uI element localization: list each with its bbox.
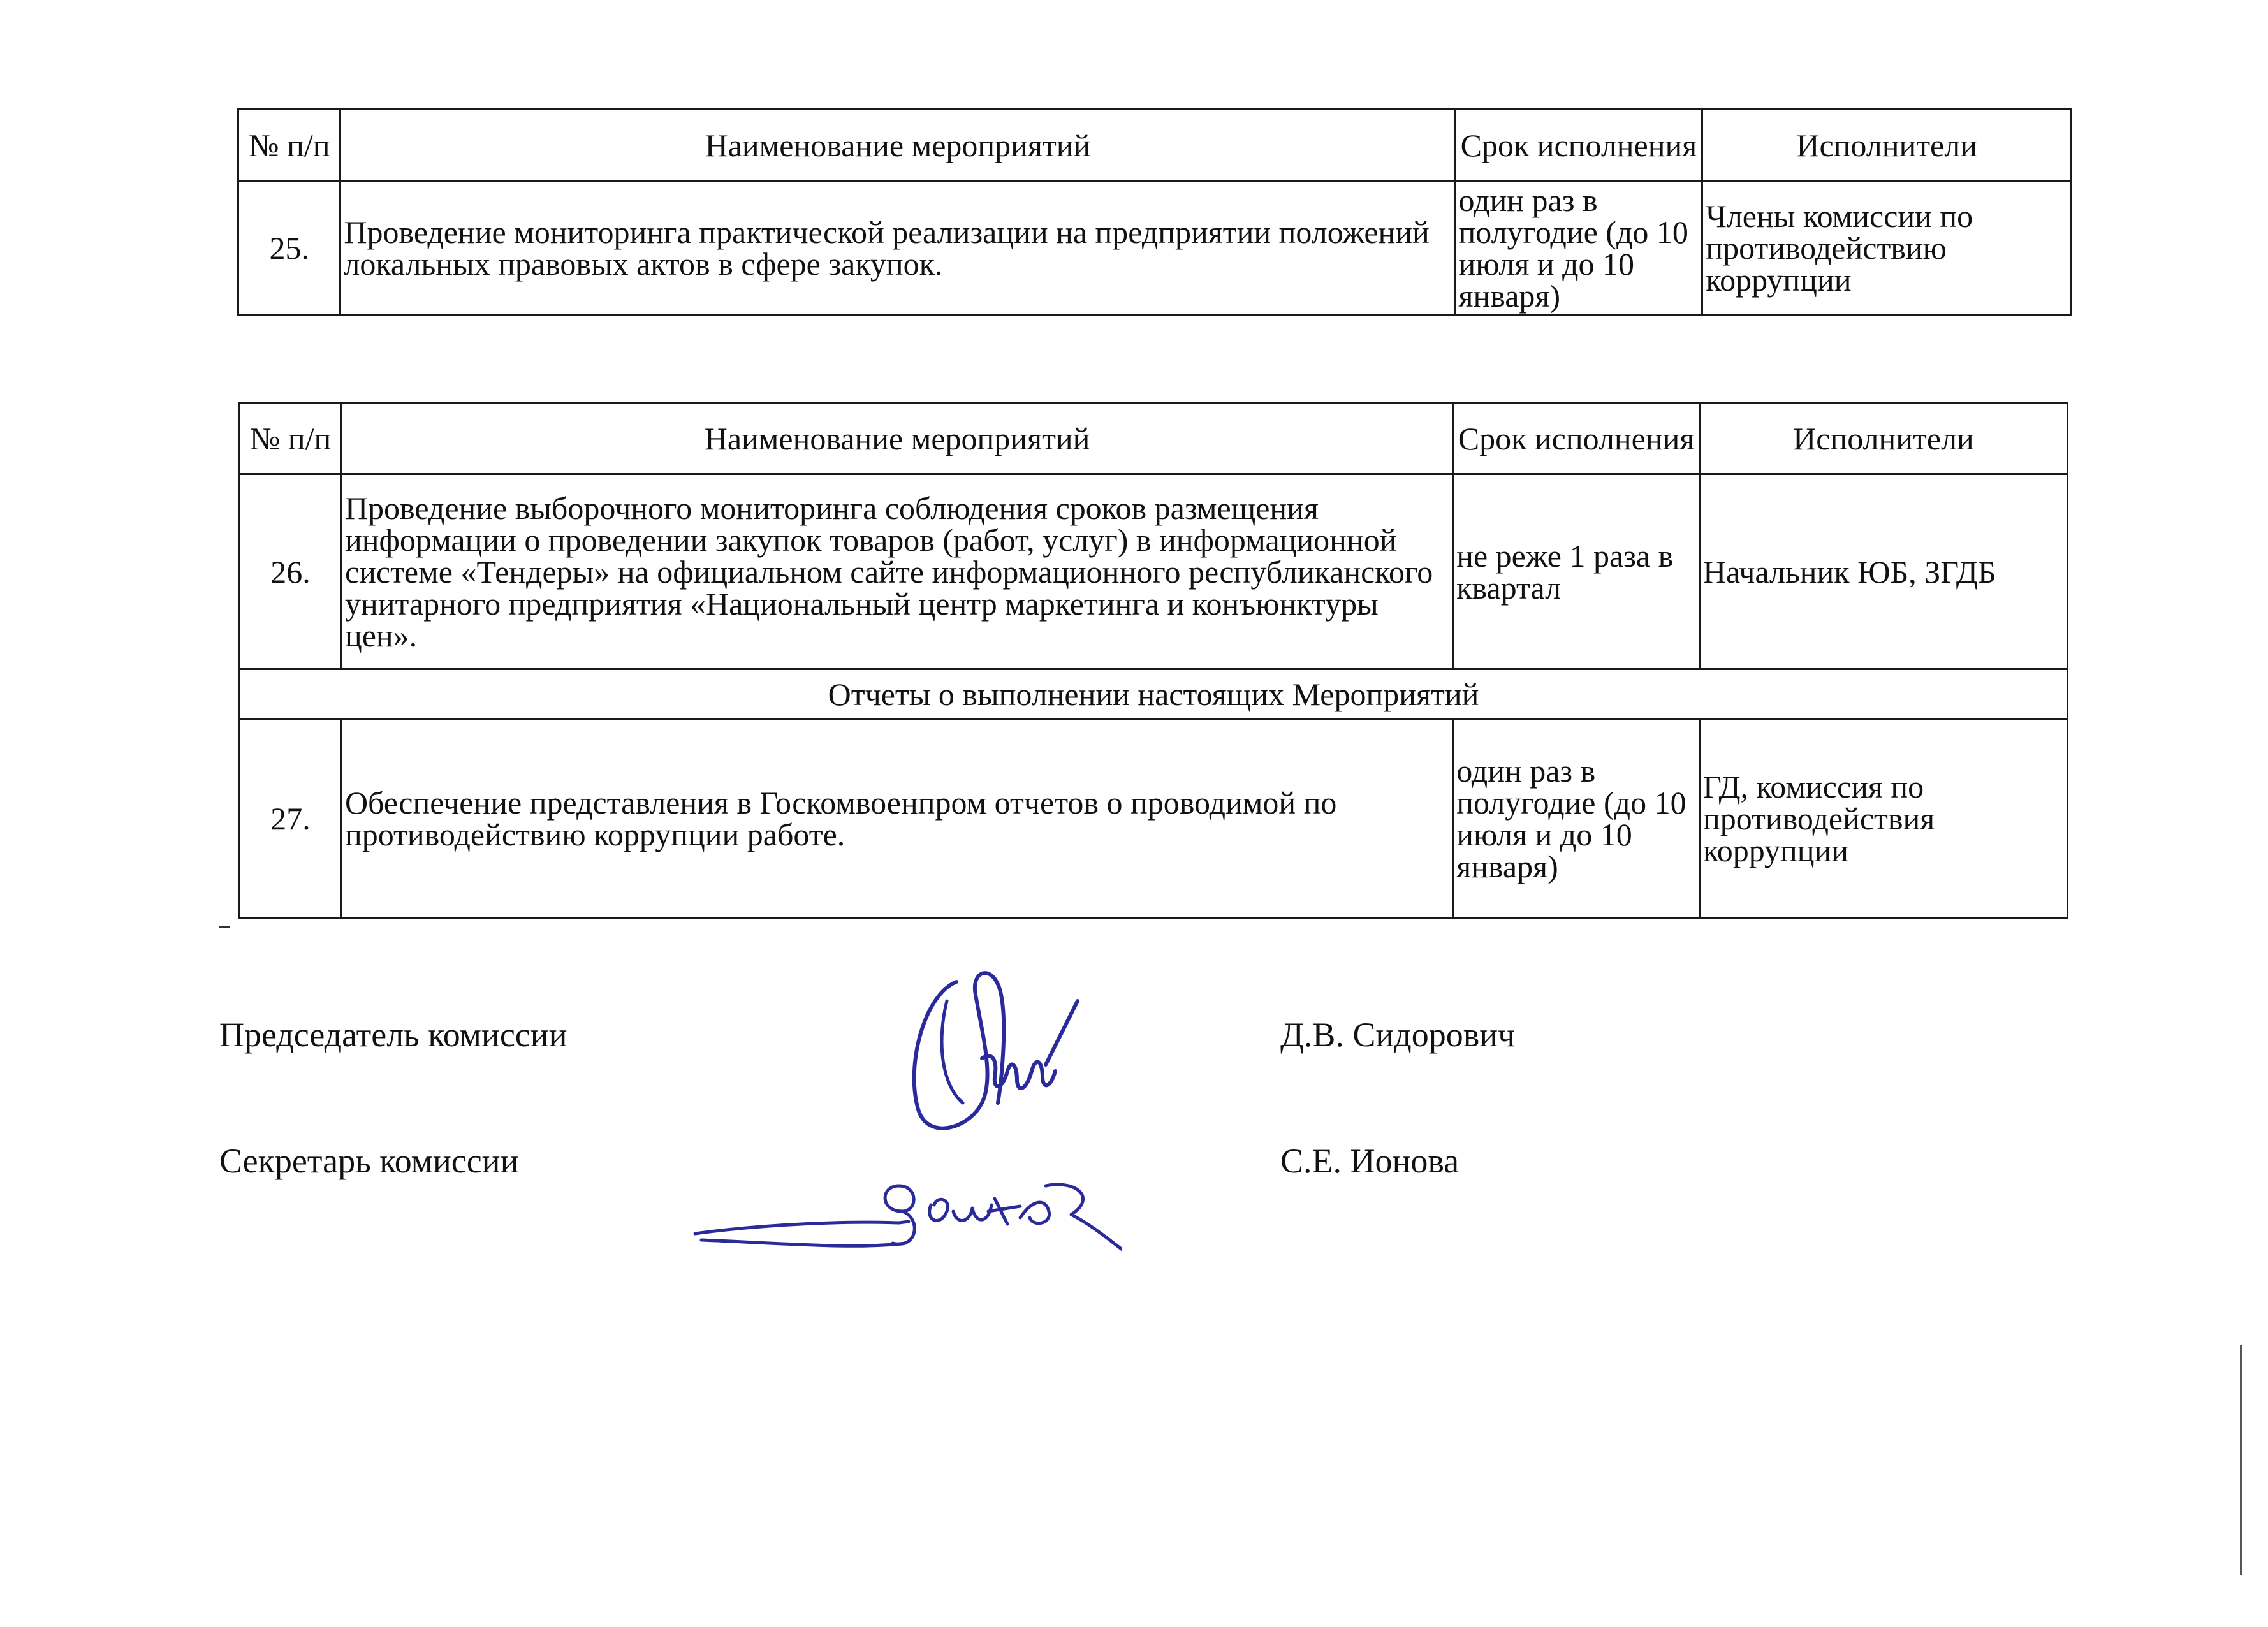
row-executors: Начальник ЮБ, ЗГДБ	[1699, 474, 2067, 669]
measures-table-1	[237, 108, 2072, 316]
secretary-name: С.Е. Ионова	[1280, 1142, 1460, 1180]
header-executors: Исполнители	[1702, 110, 2072, 181]
secretary-signature	[689, 1160, 1122, 1262]
table-row	[240, 474, 2068, 669]
section-heading-row	[240, 669, 2068, 719]
margin-dash	[219, 926, 230, 928]
header-term: Срок исполнения	[1453, 403, 1700, 474]
header-executors: Исполнители	[1699, 403, 2067, 474]
table-header-row	[240, 403, 2068, 474]
row-executors: Члены комиссии по противодействию коррупции	[1702, 181, 2072, 315]
header-term: Срок исполнения	[1455, 110, 1702, 181]
row-term: один раз в полугодие (до 10 июля и до 10 января)	[1455, 181, 1702, 315]
chairman-label: Председатель комиссии	[219, 1016, 567, 1054]
row-executors: ГД, комиссия по противодействия коррупции	[1699, 719, 2067, 918]
row-term: один раз в полугодие (до 10 июля и до 10 января)	[1453, 719, 1700, 918]
row-measure-name: Проведение мониторинга практической реализации на предприятии положений локальных правовых актов в сфере закупок.	[340, 181, 1455, 315]
row-number: 27.	[240, 719, 342, 918]
table-header-row	[238, 110, 2072, 181]
table-row	[238, 181, 2072, 315]
section-title: Отчеты о выполнении настоящих Мероприятий	[240, 669, 2068, 719]
table-row	[240, 719, 2068, 918]
measures-table-2	[238, 402, 2068, 919]
row-measure-name: Проведение выборочного мониторинга соблюдения сроков размещения информации о проведении закупок товаров (работ, услуг) в информационной системе «Тендеры» на официальном сайте информационного республиканского унитарного предприятия «Национальный центр маркетинга и конъюнктуры цен».	[341, 474, 1452, 669]
row-measure-name: Обеспечение представления в Госкомвоенпром отчетов о проводимой по противодействию коррупции работе.	[341, 719, 1452, 918]
header-name: Наименование мероприятий	[341, 403, 1452, 474]
row-number: 26.	[240, 474, 342, 669]
chairman-signature	[886, 956, 1103, 1141]
header-name: Наименование мероприятий	[340, 110, 1455, 181]
header-number: № п/п	[238, 110, 340, 181]
chairman-name: Д.В. Сидорович	[1280, 1016, 1516, 1054]
secretary-label: Секретарь комиссии	[219, 1142, 519, 1180]
row-number: 25.	[238, 181, 340, 315]
row-term: не реже 1 раза в квартал	[1453, 474, 1700, 669]
scan-edge-line	[2240, 1345, 2242, 1575]
header-number: № п/п	[240, 403, 342, 474]
